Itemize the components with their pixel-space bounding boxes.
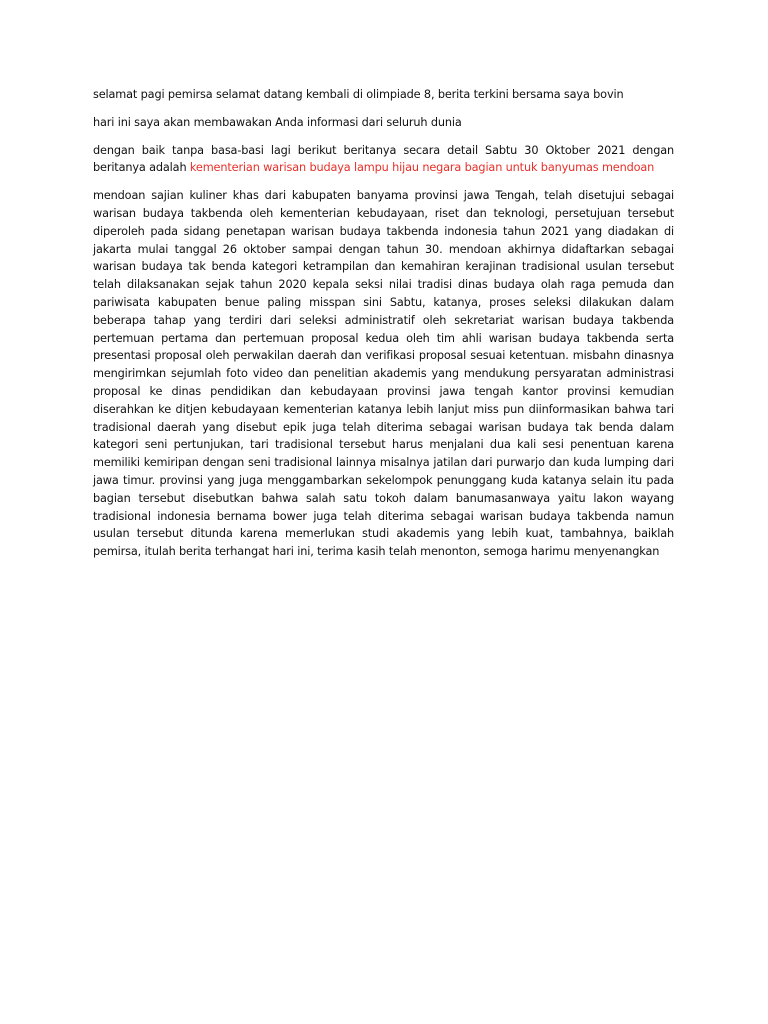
headline-highlight: kementerian warisan budaya lampu hijau negara bagian untuk banyumas mendoan xyxy=(189,161,655,175)
intro-line: hari ini saya akan membawakan Anda informasi dari seluruh dunia xyxy=(93,115,462,129)
document-body xyxy=(93,86,674,571)
article-body-paragraph: mendoan sajian kuliner khas dari kabupaten banyama provinsi jawa Tengah, telah disetujui sebagai warisan budaya takbenda oleh kementerian kebudayaan, riset dan teknologi, persetujuan tersebut diperoleh pada sidang penetapan warisan budaya takbenda indonesia tahun 2021 yang diadakan di jakarta mulai tanggal 26 oktober sampai dengan tahun 30. mendoan akhirnya didaftarkan sebagai warisan budaya tak benda kategori ketrampilan dan kemahiran kerajinan tradisional usulan tersebut telah dilaksanakan sejak tahun 2020 kepala seksi nilai tradisi dinas budaya olah raga pemuda dan pariwisata kabupaten benue paling misspan sini Sabtu, katanya, proses seleksi dilakukan dalam beberapa tahap yang terdiri dari seleksi administratif oleh sekretariat warisan budaya takbenda pertemuan pertama dan pertemuan proposal kedua oleh tim ahli warisan budaya takbenda serta presentasi proposal oleh perwakilan daerah dan verifikasi proposal sesuai ketentuan. misbahn dinasnya mengirimkan sejumlah foto video dan penelitian akademis yang mendukung persyaratan administrasi proposal ke dinas pendidikan dan kebudayaan provinsi jawa tengah kantor provinsi kemudian diserahkan ke ditjen kebudayaan kementerian katanya lebih lanjut miss pun diinformasikan bahwa tari tradisional daerah yang disebut epik juga telah diterima sebagai warisan budaya tak benda dalam kategori seni pertunjukan, tari tradisional tersebut harus menjalani dua kali sesi penentuan karena memiliki kemiripan dengan seni tradisional lainnya misalnya jatilan dari purwarjo dan kuda lumping dari jawa timur. provinsi yang juga menggambarkan sekelompok penunggang kuda katanya selain itu pada bagian tersebut disebutkan bahwa salah satu tokoh dalam banumasanwaya yaitu lakon wayang tradisional indonesia bernama bower juga telah diterima sebagai warisan budaya takbenda namun usulan tersebut ditunda karena memerlukan studi akademis yang lebih kuat, tambahnya, baiklah pemirsa, itulah berita terhangat hari ini, terima kasih telah menonton, semoga harimu menyenangkan xyxy=(93,189,674,559)
greeting-line: selamat pagi pemirsa selamat datang kembali di olimpiade 8, berita terkini bersama saya bovin xyxy=(93,88,624,101)
headline-lead-text: dengan baik tanpa basa-basi lagi berikut beritanya secara detail Sabtu 30 Oktober 2021 dengan beritanya adalah xyxy=(93,143,674,175)
headline-paragraph xyxy=(93,142,674,178)
